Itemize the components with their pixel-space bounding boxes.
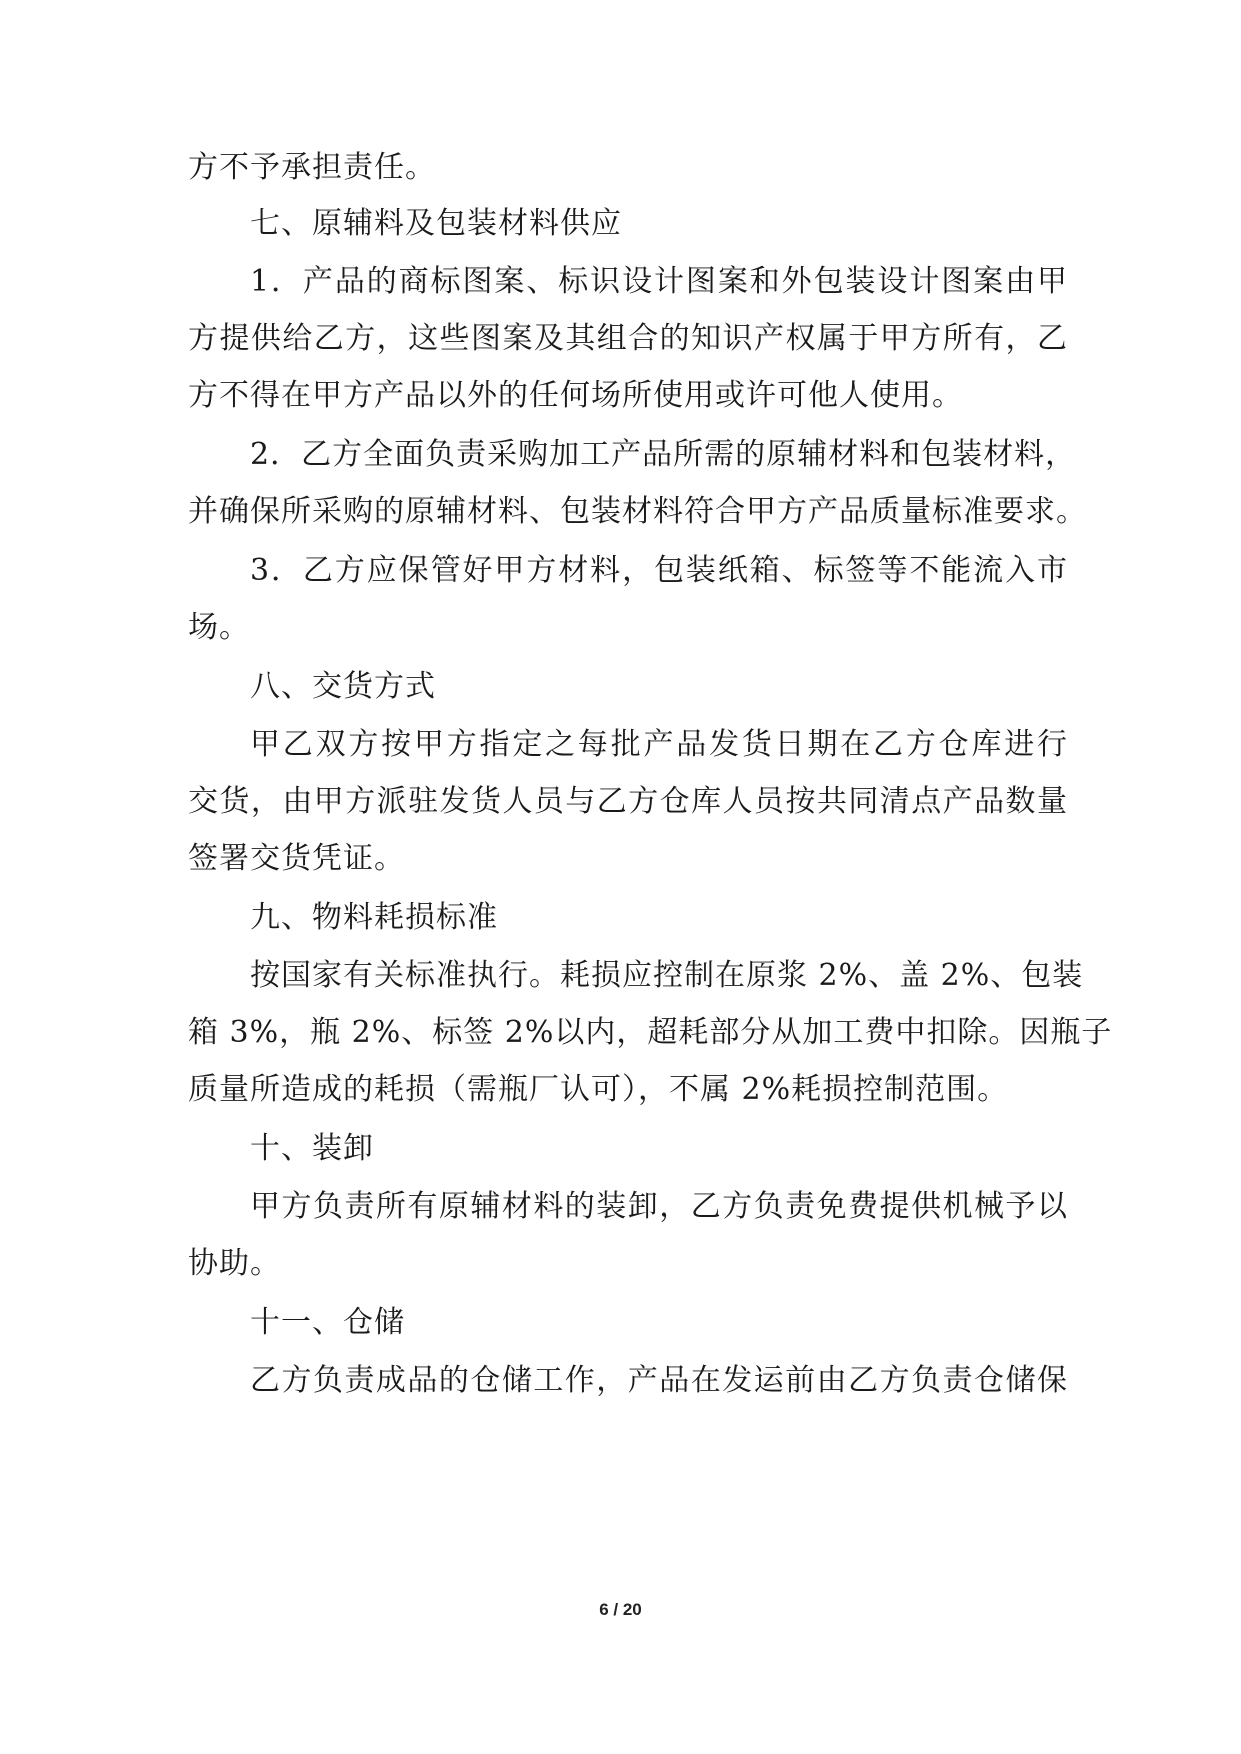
paragraph-line: 按国家有关标准执行。耗损应控制在原浆 2%、盖 2%、包装 — [250, 958, 1084, 993]
paragraph-line: 1．产品的商标图案、标识设计图案和外包装设计图案由甲 — [250, 264, 1068, 299]
section-heading-9: 九、物料耗损标准 — [250, 900, 498, 935]
section-heading-8: 八、交货方式 — [250, 669, 436, 704]
section-heading-7: 七、原辅料及包装材料供应 — [250, 206, 622, 241]
paragraph-line: 并确保所采购的原辅材料、包装材料符合甲方产品质量标准要求。 — [188, 494, 1087, 529]
paragraph-line: 方提供给乙方，这些图案及其组合的知识产权属于甲方所有，乙 — [188, 321, 1068, 356]
paragraph-line: 箱 3%，瓶 2%、标签 2%以内，超耗部分从加工费中扣除。因瓶子 — [188, 1015, 1113, 1050]
paragraph-line: 质量所造成的耗损（需瓶厂认可），不属 2%耗损控制范围。 — [188, 1072, 1009, 1107]
paragraph-line: 签署交货凭证。 — [188, 841, 405, 876]
paragraph-line: 2．乙方全面负责采购加工产品所需的原辅材料和包装材料， — [250, 437, 1077, 472]
paragraph-line: 甲乙双方按甲方指定之每批产品发货日期在乙方仓库进行 — [250, 727, 1068, 762]
paragraph-line: 乙方负责成品的仓储工作，产品在发运前由乙方负责仓储保 — [250, 1363, 1068, 1398]
paragraph-line: 甲方负责所有原辅材料的装卸，乙方负责免费提供机械予以 — [250, 1189, 1068, 1224]
section-heading-10: 十、装卸 — [250, 1131, 374, 1166]
paragraph-line: 方不得在甲方产品以外的任何场所使用或许可他人使用。 — [188, 378, 963, 413]
paragraph-line: 场。 — [188, 610, 250, 645]
paragraph-line: 方不予承担责任。 — [188, 150, 436, 185]
paragraph-line: 3．乙方应保管好甲方材料，包装纸箱、标签等不能流入市 — [250, 553, 1068, 588]
paragraph-line: 交货，由甲方派驻发货人员与乙方仓库人员按共同清点产品数量 — [188, 784, 1068, 819]
page-number: 6 / 20 — [599, 1600, 642, 1619]
paragraph-line: 协助。 — [188, 1246, 281, 1281]
section-heading-11: 十一、仓储 — [250, 1305, 405, 1340]
